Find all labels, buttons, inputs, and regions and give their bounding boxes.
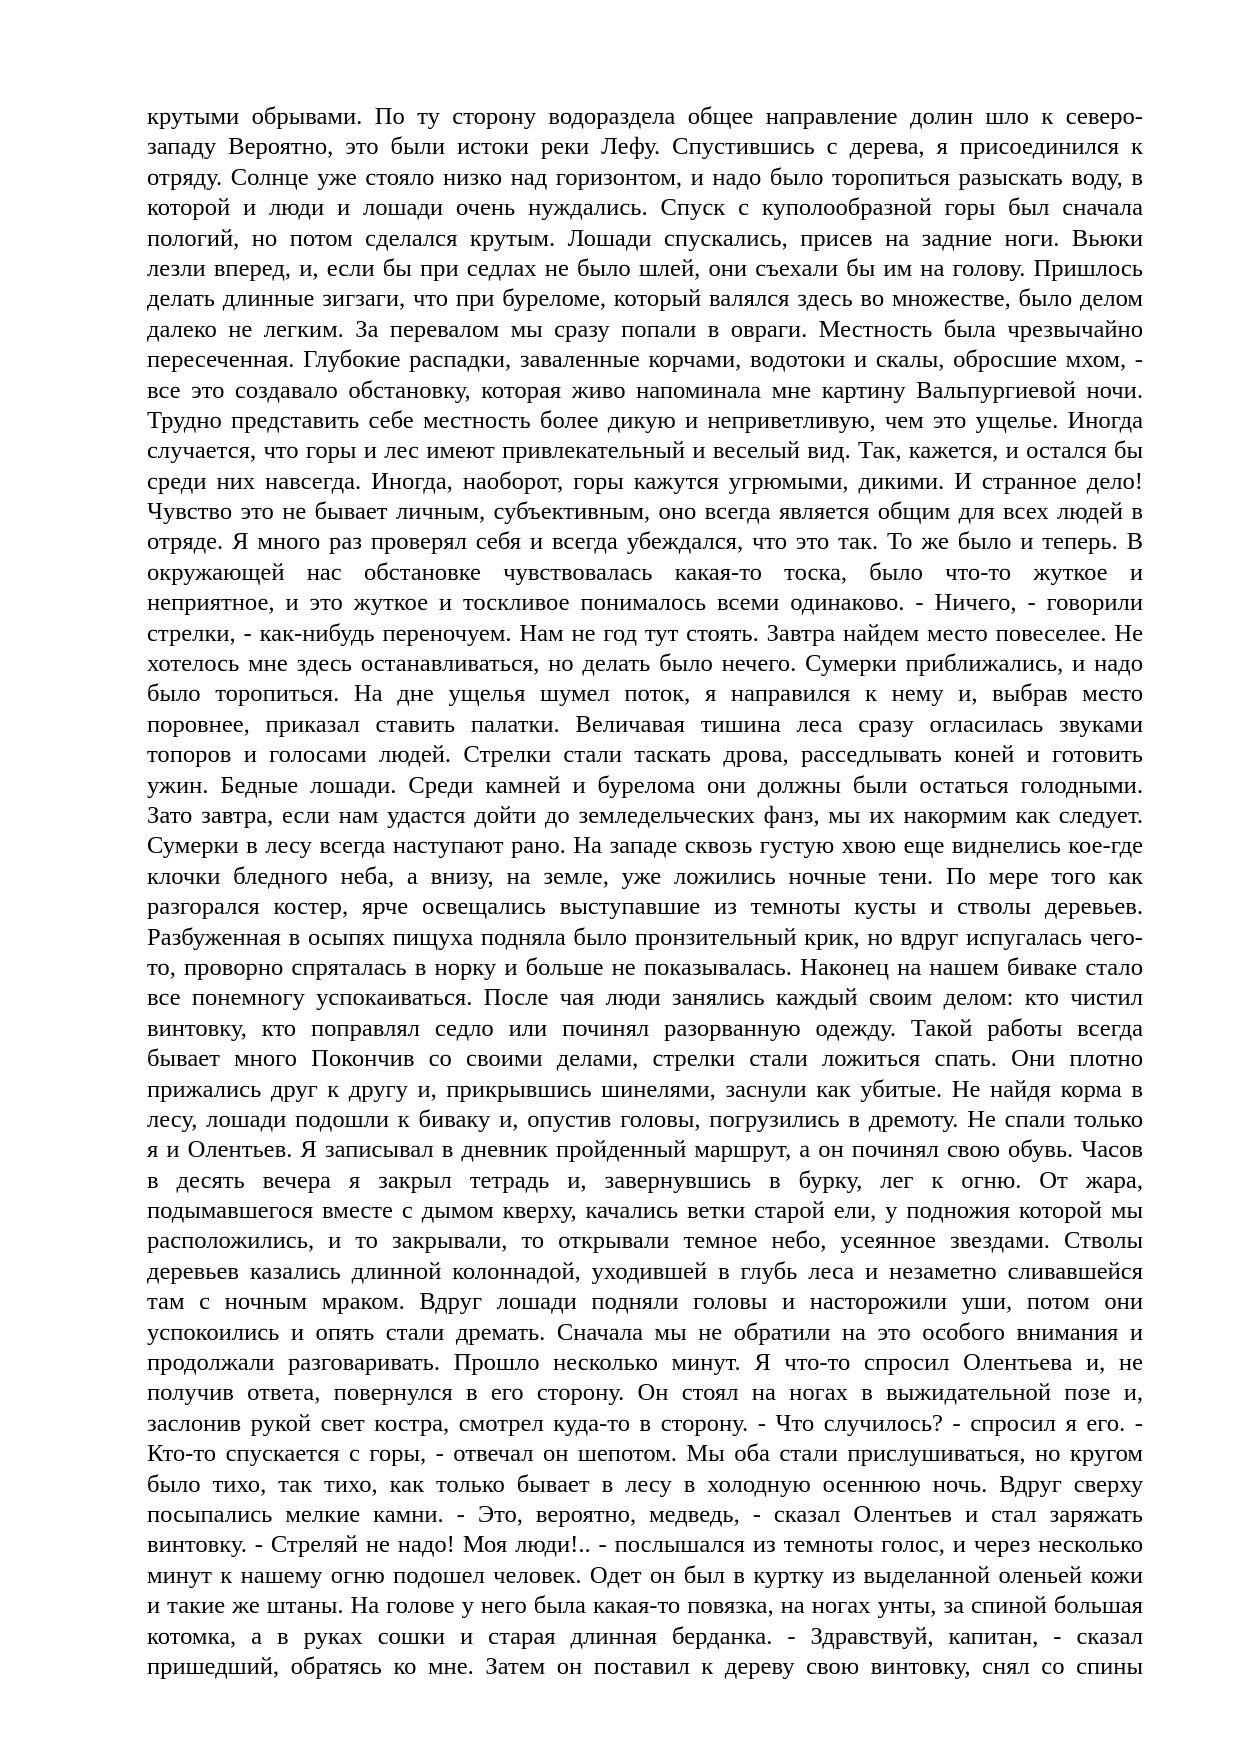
text-line: пересеченная. Глубокие распадки, заваленные корчами, водотоки и скалы, обросшие мхом, - xyxy=(147,346,1143,374)
text-line: винтовку, кто поправлял седло или починял разорванную одежду. Такой работы всегда xyxy=(147,1014,1143,1042)
text-line: поровнее, приказал ставить палатки. Величавая тишина леса сразу огласилась звуками xyxy=(147,710,1143,738)
text-line: прижались друг к другу и, прикрывшись шинелями, заснули как убитые. Не найдя корма в xyxy=(147,1075,1143,1103)
text-line: отряде. Я много раз проверял себя и всегда убеждался, что это так. То же было и теперь. В xyxy=(147,528,1143,556)
text-line: крутыми обрывами. По ту сторону водораздела общее направление долин шло к северо- xyxy=(147,103,1143,130)
text-line: было тихо, так тихо, как только бывает в лесу в холодную осеннюю ночь. Вдруг сверху xyxy=(147,1470,1143,1498)
text-line: случается, что горы и лес имеют привлекательный и веселый вид. Так, кажется, и остался бы xyxy=(147,437,1143,465)
text-line: бывает много Покончив со своими делами, стрелки стали ложиться спать. Они плотно xyxy=(147,1045,1143,1073)
text-line: Сумерки в лесу всегда наступают рано. На западе сквозь густую хвою еще виднелись кое-где xyxy=(147,832,1143,860)
text-line: неприятное, и это жуткое и тоскливое понималось всеми одинаково. - Ничего, - говорили xyxy=(147,589,1143,617)
text-line: и такие же штаны. На голове у него была какая-то повязка, на ногах унты, за спиной большая xyxy=(147,1592,1143,1620)
text-line: в десять вечера я закрыл тетрадь и, завернувшись в бурку, лег к огню. От жара, xyxy=(147,1166,1143,1194)
text-line: делать длинные зигзаги, что при буреломе, который валялся здесь во множестве, было делом xyxy=(147,285,1143,313)
text-line: далеко не легким. За перевалом мы сразу попали в овраги. Местность была чрезвычайно xyxy=(147,315,1143,343)
text-line: хотелось мне здесь останавливаться, но делать было нечего. Сумерки приближались, и надо xyxy=(147,650,1143,678)
text-line: ужин. Бедные лошади. Среди камней и бурелома они должны были остаться голодными. xyxy=(147,771,1143,799)
text-line: Трудно представить себе местность более дикую и неприветливую, чем это ущелье. Иногда xyxy=(147,406,1143,434)
text-line: получив ответа, повернулся в его сторону. Он стоял на ногах в выжидательной позе и, xyxy=(147,1379,1143,1407)
text-line: окружающей нас обстановке чувствовалась какая-то тоска, было что-то жуткое и xyxy=(147,558,1143,586)
text-line: пришедший, обратясь ко мне. Затем он поставил к дереву свою винтовку, снял со спины xyxy=(147,1652,1143,1680)
text-line: минут к нашему огню подошел человек. Одет он был в куртку из выделанной оленьей кожи xyxy=(147,1561,1143,1589)
text-line: Кто-то спускается с горы, - отвечал он шепотом. Мы оба стали прислушиваться, но кругом xyxy=(147,1440,1143,1468)
text-line: котомка, а в руках сошки и старая длинная берданка. - Здравствуй, капитан, - сказал xyxy=(147,1622,1143,1650)
text-line: западу Вероятно, это были истоки реки Лефу. Спустившись с дерева, я присоединился к xyxy=(147,133,1143,161)
text-line: клочки бледного неба, а внизу, на земле, уже ложились ночные тени. По мере того как xyxy=(147,862,1143,890)
text-line: я и Олентьев. Я записывал в дневник пройденный маршрут, а он починял свою обувь. Часов xyxy=(147,1136,1143,1164)
text-line: посыпались мелкие камни. - Это, вероятно, медведь, - сказал Олентьев и стал заряжать xyxy=(147,1500,1143,1528)
text-line: все понемногу успокаиваться. После чая люди занялись каждый своим делом: кто чистил xyxy=(147,984,1143,1012)
text-line: продолжали разговаривать. Прошло несколько минут. Я что-то спросил Олентьева и, не xyxy=(147,1349,1143,1377)
text-line: расположились, и то закрывали, то открывали темное небо, усеянное звездами. Стволы xyxy=(147,1227,1143,1255)
text-line: было торопиться. На дне ущелья шумел поток, я направился к нему и, выбрав место xyxy=(147,680,1143,708)
text-line: заслонив рукой свет костра, смотрел куда-то в сторону. - Что случилось? - спросил я его. - xyxy=(147,1409,1143,1437)
text-line: Разбуженная в осыпях пищуха подняла было пронзительный крик, но вдруг испугалась чего- xyxy=(147,923,1143,951)
text-line: там с ночным мраком. Вдруг лошади подняли головы и насторожили уши, потом они xyxy=(147,1288,1143,1316)
text-line: все это создавало обстановку, которая живо напоминала мне картину Вальпургиевой ночи. xyxy=(147,376,1143,404)
text-line: среди них навсегда. Иногда, наоборот, горы кажутся угрюмыми, дикими. И странное дело! xyxy=(147,467,1143,495)
text-line: Чувство это не бывает личным, субъективным, оно всегда является общим для всех людей в xyxy=(147,498,1143,526)
text-line: успокоились и опять стали дремать. Сначала мы не обратили на это особого внимания и xyxy=(147,1318,1143,1346)
text-line: стрелки, - как-нибудь переночуем. Нам не год тут стоять. Завтра найдем место повеселее. Не xyxy=(147,619,1143,647)
text-line: лезли вперед, и, если бы при седлах не было шлей, они съехали бы им на голову. Пришлось xyxy=(147,254,1143,282)
text-line: разгорался костер, ярче освещались выступавшие из темноты кусты и стволы деревьев. xyxy=(147,893,1143,921)
text-line: деревьев казались длинной колоннадой, уходившей в глубь леса и незаметно сливавшейся xyxy=(147,1257,1143,1285)
text-line: подымавшегося вместе с дымом кверху, качались ветки старой ели, у подножия которой мы xyxy=(147,1197,1143,1225)
text-line: отряду. Солнце уже стояло низко над горизонтом, и надо было торопиться разыскать воду, в xyxy=(147,163,1143,191)
text-line: то, проворно спряталась в норку и больше не показывалась. Наконец на нашем биваке стало xyxy=(147,953,1143,981)
text-line: топоров и голосами людей. Стрелки стали таскать дрова, расседлывать коней и готовить xyxy=(147,741,1143,769)
text-line: винтовку. - Стреляй не надо! Моя люди!.. - послышался из темноты голос, и через несколько xyxy=(147,1531,1143,1559)
text-line: Зато завтра, если нам удастся дойти до земледельческих фанз, мы их накормим как следует. xyxy=(147,801,1143,829)
text-line: пологий, но потом сделался крутым. Лошади спускались, присев на задние ноги. Вьюки xyxy=(147,224,1143,252)
text-line: лесу, лошади подошли к биваку и, опустив головы, погрузились в дремоту. Не спали только xyxy=(147,1105,1143,1133)
body-text xyxy=(147,102,1143,1682)
text-line: которой и люди и лошади очень нуждались. Спуск с куполообразной горы был сначала xyxy=(147,194,1143,222)
